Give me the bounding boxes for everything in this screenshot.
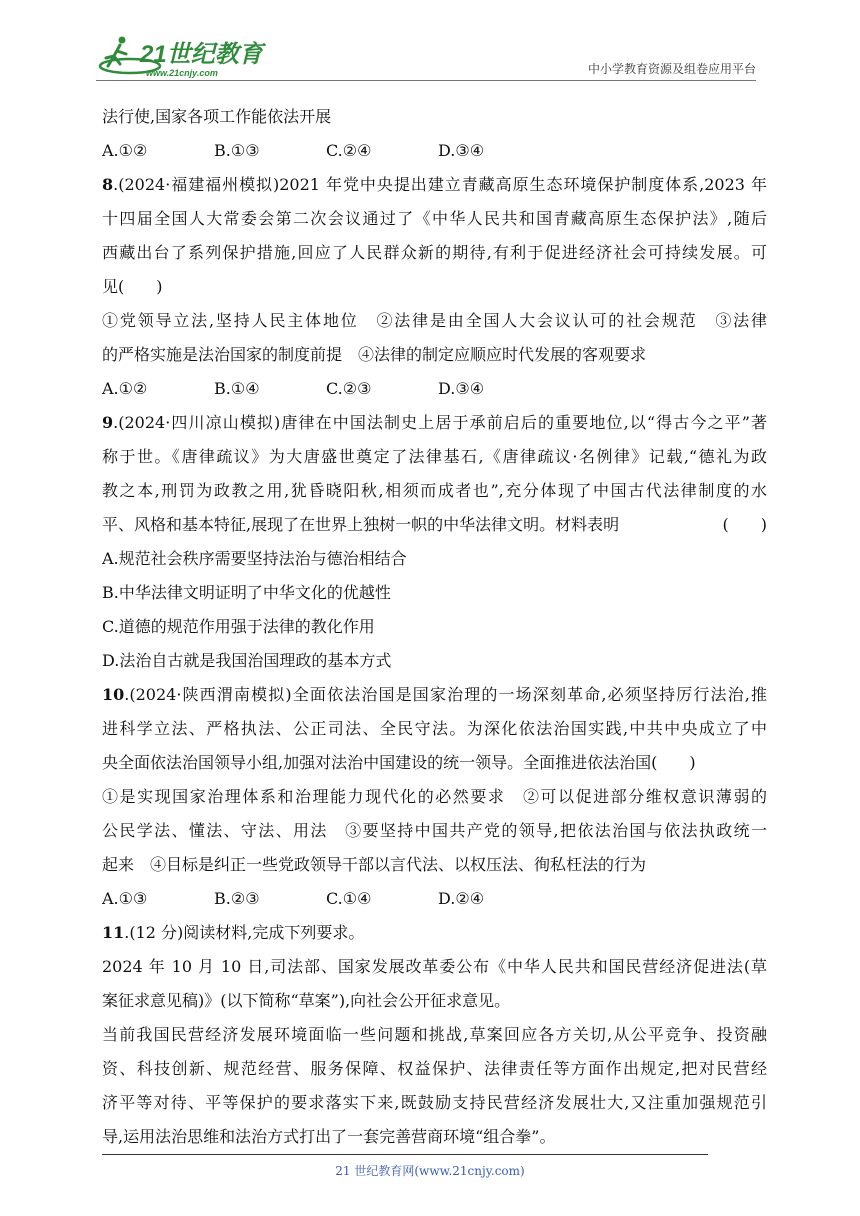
q10-option-c: C.①④: [326, 889, 372, 908]
q7-option-c: C.②④: [326, 141, 372, 160]
q11-material-2-line-3: 济平等对待、平等保护的要求落实下来,既鼓励支持民营经济发展壮大,又注重加强规范引: [102, 1093, 767, 1112]
q11-material-1-line-1: 2024 年 10 月 10 日,司法部、国家发展改革委公布《中华人民共和国民营经济促进法(草: [102, 957, 767, 976]
q8-stem-line-2: 十四届全国人大常委会第二次会议通过了《中华人民共和国青藏高原生态保护法》,随后: [102, 209, 767, 228]
q11-material-2-line-4: 导,运用法治思维和法治方式打出了一套完善营商环境“组合拳”。: [102, 1127, 556, 1146]
q10-options: [102, 882, 767, 916]
q8-statements-line-2: 的严格实施是法治国家的制度前提 ④法律的制定应顺应时代发展的客观要求: [102, 345, 647, 364]
q11-material-2-line-1: 当前我国民营经济发展环境面临一些问题和挑战,草案回应各方关切,从公平竞争、投资融: [102, 1025, 767, 1044]
q9-answer-blank: ( ): [722, 515, 767, 534]
q8-options: [102, 372, 767, 406]
question-content: [102, 100, 767, 1154]
q11-stem: 11.(12 分)阅读材料,完成下列要求。: [102, 923, 365, 942]
q7-option-d: D.③④: [438, 141, 485, 160]
q8-option-d: D.③④: [438, 379, 485, 398]
q8-statements-line-1: ①党领导立法,坚持人民主体地位 ②法律是由全国人大会议认可的社会规范 ③法律: [102, 311, 767, 330]
q8-option-c: C.②③: [326, 379, 372, 398]
q9-stem-line-4: 平、风格和基本特征,展现了在世界上独树一帜的中华法律文明。材料表明 ( ): [102, 508, 767, 542]
q7-tail: 法行使,国家各项工作能依法开展: [102, 107, 332, 126]
q7-option-a: A.①②: [102, 141, 148, 160]
q9-option-d: D.法治自古就是我国治国理政的基本方式: [102, 651, 392, 670]
q7-option-b: B.①③: [214, 141, 260, 160]
q8-stem-line-4: 见( ): [102, 277, 163, 296]
q10-option-b: B.②③: [214, 889, 260, 908]
q10-statements-line-2: 公民学法、懂法、守法、用法 ③要坚持中国共产党的领导,把依法治国与依法执政统一: [102, 821, 767, 840]
q9-number: 9: [102, 413, 114, 432]
q10-stem-line-1: 10.(2024·陕西渭南模拟)全面依法治国是国家治理的一场深刻革命,必须坚持厉行法治,推: [102, 685, 767, 704]
svg-text:21世纪教育: 21世纪教育: [140, 41, 263, 68]
q8-stem-line-3: 西藏出台了系列保护措施,回应了人民群众新的期待,有利于促进经济社会可持续发展。可: [102, 243, 767, 262]
q10-option-a: A.①③: [102, 889, 148, 908]
q11-number: 11: [102, 923, 125, 942]
footer-link[interactable]: 21 世纪教育网(www.21cnjy.com): [335, 1164, 525, 1178]
q11-material-1-line-2: 案征求意见稿)》(以下简称“草案”),向社会公开征求意见。: [102, 991, 511, 1010]
site-logo: [96, 34, 266, 80]
q9-option-a: A.规范社会秩序需要坚持法治与德治相结合: [102, 549, 407, 568]
q9-stem-line-3: 教之本,刑罚为政教之用,犹昏晓阳秋,相须而成者也”,充分体现了中国古代法律制度的水: [102, 481, 767, 500]
q10-statements-line-3: 起来 ④目标是纠正一些党政领导干部以言代法、以权压法、徇私枉法的行为: [102, 855, 647, 874]
q8-option-b: B.①④: [214, 379, 260, 398]
q10-stem-line-2: 进科学立法、严格执法、公正司法、全民守法。为深化依法治国实践,中共中央成立了中: [102, 719, 767, 738]
q8-stem-line-1: 8.(2024·福建福州模拟)2021 年党中央提出建立青藏高原生态环境保护制度体系,2023 年: [102, 175, 767, 194]
q9-option-b: B.中华法律文明证明了中华文化的优越性: [102, 583, 391, 602]
q7-options: [102, 134, 767, 168]
q9-stem-line-1: 9.(2024·四川凉山模拟)唐律在中国法制史上居于承前启后的重要地位,以“得古今之平”著: [102, 413, 767, 432]
q9-option-c: C.道德的规范作用强于法律的教化作用: [102, 617, 375, 636]
header-divider: [96, 80, 756, 81]
q10-option-d: D.②④: [438, 889, 485, 908]
q9-stem-line-2: 称于世。《唐律疏议》为大唐盛世奠定了法律基石,《唐律疏议·名例律》记载,“德礼为政: [102, 447, 767, 466]
platform-name: 中小学教育资源及组卷应用平台: [587, 62, 756, 76]
footer-divider: [102, 1154, 708, 1155]
q10-number: 10: [102, 685, 125, 704]
q8-number: 8: [102, 175, 114, 194]
svg-text:www.21cnjy.com: www.21cnjy.com: [146, 68, 218, 78]
q10-stem-line-3: 央全面依法治国领导小组,加强对法治中国建设的统一领导。全面推进依法治国( ): [102, 753, 696, 772]
page-header: [96, 30, 756, 82]
q11-material-2-line-2: 资、科技创新、规范经营、服务保障、权益保护、法律责任等方面作出规定,把对民营经: [102, 1059, 767, 1078]
q10-statements-line-1: ①是实现国家治理体系和治理能力现代化的必然要求 ②可以促进部分维权意识薄弱的: [102, 787, 767, 806]
q8-option-a: A.①②: [102, 379, 148, 398]
